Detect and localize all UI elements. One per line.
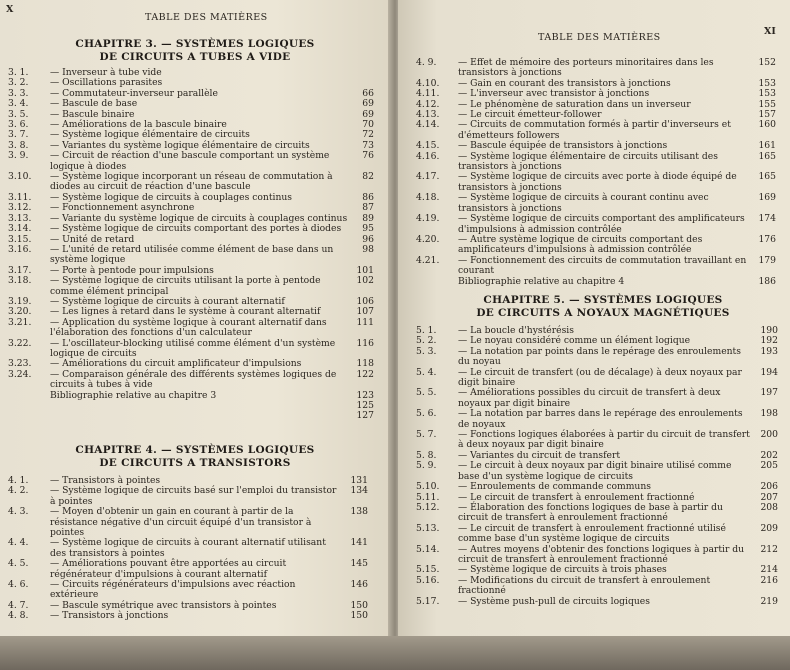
toc-entry-page: 165	[758, 150, 776, 162]
toc-entry-page: 122	[356, 368, 374, 380]
toc-entry-title: — Bascule symétrique avec transistors à pointes	[50, 599, 277, 611]
toc-entry-number: 5. 5.	[416, 387, 437, 399]
toc-entry	[8, 172, 374, 193]
toc-entry-title: — Oscillations parasites	[50, 77, 163, 89]
toc-extra-page	[8, 411, 374, 421]
toc-entry-title: — Moyen d'obtenir un gain en courant à partir de la résistance négative d'un circuit équipé d'un transistor à pointes	[50, 506, 312, 539]
left-page	[0, 0, 392, 640]
toc-entry-number: 4.15.	[416, 140, 440, 152]
toc-entry-title: — Système logique de circuits à courant continu avec transistors à jonctions	[458, 192, 709, 214]
toc-entry-page: 111	[356, 316, 374, 328]
toc-entry-page: 82	[362, 171, 374, 183]
toc-entry-number: 4. 1.	[8, 475, 29, 486]
toc-entry-title: — Fonctions logiques élaborées à partir du circuit de transfert à deux noyaux par digit binaire	[458, 429, 750, 451]
toc-entry-page: 179	[758, 254, 776, 266]
toc-entry-title: — Variante du système logique de circuits à couplages continus	[50, 212, 348, 224]
toc-entry-page: 202	[760, 449, 778, 461]
toc-entry	[416, 347, 778, 368]
toc-entry	[416, 388, 778, 409]
toc-entry-title: — Circuit de réaction d'une bascule comportant un système logique à diodes	[50, 150, 330, 172]
toc-entry-title: — Inverseur à tube vide	[50, 67, 162, 78]
toc-entry-number: 5. 3.	[416, 345, 437, 357]
toc-entry-title: — Système logique de circuits utilisant la porte à pentode comme élément principal	[50, 275, 321, 297]
toc-entry-number: 5. 6.	[416, 408, 437, 420]
toc-entry-page: 131	[350, 475, 368, 486]
toc-entry-title: — Améliorations de la bascule binaire	[50, 119, 227, 131]
toc-entry-page: 200	[760, 429, 778, 441]
toc-entry-number: 5.10.	[416, 481, 440, 493]
toc-entry-page: 219	[760, 595, 778, 607]
toc-entry-title: — Système logique incorporant un réseau de commutation à diodes au circuit de réaction d'une bascule	[50, 171, 333, 193]
chapter5-title-line2: DE CIRCUITS A NOYAUX MAGNÉTIQUES	[476, 307, 730, 319]
toc-entry-number: 3.13.	[8, 212, 32, 224]
toc-entry	[8, 245, 374, 266]
toc-entry-title: — Fonctionnement des circuits de commutation travaillant en courant	[458, 254, 747, 277]
toc-entry-title: — Transistors à pointes	[50, 475, 161, 486]
left-running-title: TABLE DES MATIÈRES	[145, 12, 268, 23]
toc-entry-page: 86	[362, 191, 374, 203]
toc-entry	[416, 214, 776, 235]
toc-entry	[8, 391, 374, 401]
toc-entry-page: 150	[350, 610, 368, 622]
toc-entry	[416, 368, 778, 389]
toc-entry-page: 198	[760, 408, 778, 420]
toc-entry-number: 3.17.	[8, 264, 32, 276]
toc-entry-number: 5.11.	[416, 491, 440, 503]
toc-entry	[8, 224, 374, 234]
toc-entry-number: 3.16.	[8, 243, 32, 255]
toc-entry-page: 152	[758, 57, 776, 68]
toc-entry-page: 214	[760, 564, 778, 576]
toc-entry-page: 208	[760, 501, 778, 513]
toc-entry-title: — Modifications du circuit de transfert à enroulement fractionné	[458, 574, 711, 597]
toc-entry-number: 5. 7.	[416, 429, 437, 441]
toc-entry-number: 4. 6.	[8, 579, 29, 591]
toc-entry-page: 87	[362, 202, 374, 214]
toc-entry-page: 118	[356, 358, 374, 370]
toc-entry	[8, 276, 374, 297]
toc-entry-page: 176	[758, 233, 776, 245]
toc-extra-page	[8, 401, 374, 411]
toc-entry-number: 3.10.	[8, 171, 32, 183]
toc-entry-number: 5.13.	[416, 522, 440, 534]
toc-entry-title: — Système logique de circuits à courant alternatif utilisant des transistors à pointes	[50, 537, 326, 559]
toc-entry-page: 190	[760, 325, 778, 336]
toc-entry-page: 165	[758, 171, 776, 183]
chapter4-toc	[8, 476, 368, 622]
toc-entry-title: — Enroulements de commande communs	[458, 481, 651, 493]
chapter3-title-line2: DE CIRCUITS A TUBES A VIDE	[99, 51, 291, 63]
toc-entry	[416, 524, 778, 545]
toc-entry	[416, 235, 776, 256]
toc-entry-title: — La notation par points dans le repérage des enroulements du noyau	[458, 345, 741, 368]
toc-entry-number: 3.19.	[8, 295, 32, 307]
chapter4-title-line2: DE CIRCUITS A TRANSISTORS	[99, 457, 291, 469]
chapter4-cont-toc	[416, 58, 776, 287]
toc-entry	[8, 486, 368, 507]
toc-entry-number: 3.23.	[8, 358, 32, 370]
toc-entry-number: 4. 5.	[8, 558, 29, 570]
toc-entry-number: 3. 4.	[8, 98, 29, 110]
toc-entry-page: 123	[356, 389, 374, 401]
toc-entry-number: 3.14.	[8, 223, 32, 235]
chapter5-title-line1: CHAPITRE 5. — SYSTÈMES LOGIQUES	[483, 294, 723, 306]
toc-entry-number: 4.18.	[416, 192, 440, 204]
toc-entry-number: 3. 6.	[8, 119, 29, 131]
toc-entry-title: — Le circuit de transfert à enroulement fractionné	[458, 491, 695, 503]
toc-entry-page: 127	[356, 410, 374, 422]
toc-entry	[416, 120, 776, 141]
toc-entry-number: 3. 9.	[8, 150, 29, 162]
chapter4-title-line1: CHAPITRE 4. — SYSTÈMES LOGIQUES	[75, 444, 315, 456]
toc-entry-page: 197	[760, 387, 778, 399]
toc-entry-page: 193	[760, 345, 778, 357]
toc-entry-number: 4.14.	[416, 119, 440, 131]
toc-entry	[8, 151, 374, 172]
toc-entry-page: 157	[758, 109, 776, 121]
toc-entry-page: 106	[356, 295, 374, 307]
toc-entry-page: 207	[760, 491, 778, 503]
toc-entry	[416, 597, 778, 607]
toc-entry-number: 4.21.	[416, 254, 440, 266]
toc-entry-page: 209	[760, 522, 778, 534]
toc-entry-number: 3.24.	[8, 368, 32, 380]
toc-entry	[416, 58, 776, 79]
toc-entry-title: — Autre système logique de circuits comportant des amplificateurs d'impulsions à admission contrôlée	[458, 233, 703, 256]
toc-entry-title: Bibliographie relative au chapitre 4	[458, 275, 625, 287]
toc-entry-title: — Améliorations du circuit amplificateur d'impulsions	[50, 358, 302, 370]
toc-entry-title: — Fonctionnement asynchrone	[50, 202, 195, 214]
toc-entry-number: 5.12.	[416, 501, 440, 513]
toc-entry	[416, 503, 778, 524]
toc-entry-title: — Le noyau considéré comme un élément logique	[458, 335, 691, 347]
toc-entry-page: 125	[356, 400, 374, 411]
toc-entry-number: 5.17.	[416, 595, 440, 607]
toc-entry-number: 4.11.	[416, 88, 440, 100]
toc-entry	[416, 430, 778, 451]
toc-entry-number: 5.15.	[416, 564, 440, 576]
toc-entry-page: 116	[356, 337, 374, 349]
toc-entry-page: 76	[362, 150, 374, 162]
toc-entry-number: 5.14.	[416, 543, 440, 555]
toc-entry-number: 5.16.	[416, 574, 440, 586]
toc-entry-number: 3.18.	[8, 275, 32, 287]
toc-entry-title: — La notation par barres dans le repérage des enroulements de noyaux	[458, 408, 743, 430]
toc-entry-title: — L'oscillateur-blocking utilisé comme élément d'un système logique de circuits	[50, 337, 336, 359]
toc-entry-page: 69	[362, 108, 374, 120]
toc-entry-number: 4.17.	[416, 171, 440, 183]
toc-entry-page: 212	[760, 543, 778, 555]
toc-entry-number: 4. 2.	[8, 485, 29, 497]
toc-entry	[8, 339, 374, 360]
toc-entry-title: — Système logique de circuits basé sur l'emploi du transistor à pointes	[50, 485, 337, 507]
toc-entry-number: 4. 8.	[8, 610, 29, 622]
toc-entry-number: 3.21.	[8, 316, 32, 328]
toc-entry-title: — Système logique de circuits à courant alternatif	[50, 295, 285, 307]
toc-entry-page: 70	[362, 119, 374, 131]
toc-entry-number: 3. 3.	[8, 87, 29, 99]
chapter3-title-line1: CHAPITRE 3. — SYSTÈMES LOGIQUES	[75, 38, 315, 50]
toc-entry-number: 3. 2.	[8, 77, 29, 89]
toc-entry-number: 3. 5.	[8, 108, 29, 120]
toc-entry-title: — Gain en courant des transistors à jonctions	[458, 77, 671, 89]
toc-entry	[8, 507, 368, 538]
toc-entry-number: 3.15.	[8, 233, 32, 245]
toc-entry	[416, 482, 778, 492]
toc-entry-page: 161	[758, 140, 776, 152]
toc-entry-page: 72	[362, 129, 374, 141]
toc-entry-page: 96	[362, 233, 374, 245]
toc-entry-number: 4.19.	[416, 213, 440, 225]
toc-entry	[8, 318, 374, 339]
toc-entry	[416, 256, 776, 277]
toc-entry	[416, 576, 778, 597]
toc-entry-page: 146	[350, 579, 368, 591]
toc-entry-page: 98	[362, 243, 374, 255]
toc-entry-page: 155	[758, 98, 776, 110]
toc-entry-number: 3. 1.	[8, 67, 29, 78]
toc-entry	[416, 409, 778, 430]
toc-entry-page: 174	[758, 213, 776, 225]
toc-entry-page: 95	[362, 223, 374, 235]
toc-entry-number: 4.13.	[416, 109, 440, 121]
chapter3-title	[60, 38, 330, 64]
toc-entry-page: 66	[362, 87, 374, 99]
toc-entry	[416, 545, 778, 566]
page-bottom-shadow	[0, 636, 790, 670]
toc-entry-page: 69	[362, 98, 374, 110]
toc-entry	[416, 461, 778, 482]
toc-entry-page: 102	[356, 275, 374, 287]
toc-entry-page: 138	[350, 506, 368, 518]
toc-entry-number: 3.20.	[8, 306, 32, 318]
toc-entry-number: 3.22.	[8, 337, 32, 349]
toc-entry-page: 186	[758, 275, 776, 287]
toc-entry-title: — Variantes du circuit de transfert	[458, 449, 621, 461]
toc-entry-page: 89	[362, 212, 374, 224]
toc-entry-page: 169	[758, 192, 776, 204]
toc-entry	[8, 538, 368, 559]
toc-entry-page: 205	[760, 460, 778, 472]
toc-entry-title: — Application du système logique à courant alternatif dans l'élaboration des fonctions d'un calculateur	[50, 316, 327, 339]
chapter5-title	[468, 294, 738, 320]
toc-entry	[8, 370, 374, 391]
toc-entry-page: 134	[350, 485, 368, 497]
toc-entry	[8, 611, 368, 621]
toc-entry-title: — Bascule équipée de transistors à jonctions	[458, 140, 668, 152]
toc-entry-title: — Élaboration des fonctions logiques de base à partir du circuit de transfert à enroulement fractionné	[458, 501, 723, 524]
toc-entry-title: — L'unité de retard utilisée comme élément de base dans un système logique	[50, 243, 334, 266]
toc-entry-title: — Circuits régénérateurs d'impulsions avec réaction extérieure	[50, 579, 296, 601]
toc-entry-number: 3. 7.	[8, 129, 29, 141]
toc-entry-number: 4. 4.	[8, 537, 29, 549]
toc-entry-title: — Porte à pentode pour impulsions	[50, 264, 214, 276]
toc-entry-title: — Effet de mémoire des porteurs minoritaires dans les transistors à jonctions	[458, 57, 714, 79]
left-page-number: X	[6, 4, 14, 15]
toc-entry-title: — Unité de retard	[50, 233, 135, 245]
toc-entry-title: — Bascule de base	[50, 98, 138, 110]
toc-entry	[416, 277, 776, 287]
toc-entry-title: — Commutateur-inverseur parallèle	[50, 87, 218, 99]
toc-entry-title: — Système logique de circuits comportant des portes à diodes	[50, 223, 342, 235]
toc-entry-number: 3. 8.	[8, 139, 29, 151]
toc-entry-number: 4.16.	[416, 150, 440, 162]
toc-entry-page: 107	[356, 306, 374, 318]
toc-entry-title: — Transistors à jonctions	[50, 610, 169, 622]
toc-entry-page: 194	[760, 366, 778, 378]
toc-entry-title: — Système logique de circuits comportant des amplificateurs d'impulsions à admission contrôlée	[458, 213, 745, 235]
toc-entry-title: — Comparaison générale des différents systèmes logiques de circuits à tubes à vide	[50, 368, 337, 391]
chapter5-toc	[416, 326, 778, 607]
toc-entry-title: — Autres moyens d'obtenir des fonctions logiques à partir du circuit de transfert à enroulement fractionné	[458, 543, 745, 565]
toc-entry-title: — Les lignes à retard dans le système à courant alternatif	[50, 306, 321, 318]
toc-entry-title: Bibliographie relative au chapitre 3	[50, 389, 217, 401]
toc-entry-title: — Le circuit de transfert à enroulement fractionné utilisé comme base d'un système logique de circuits	[458, 522, 726, 545]
toc-entry-page: 150	[350, 599, 368, 611]
toc-entry	[416, 193, 776, 214]
toc-entry-page: 153	[758, 88, 776, 100]
toc-entry-title: — Le circuit à deux noyaux par digit binaire utilisé comme base d'un système logique de circuits	[458, 460, 732, 482]
toc-entry-title: — Améliorations pouvant être apportées au circuit régénérateur d'impulsions à courant alternatif	[50, 558, 287, 580]
toc-entry-page: 145	[350, 558, 368, 570]
toc-entry-page: 206	[760, 481, 778, 493]
toc-entry-title: — Système push-pull de circuits logiques	[458, 595, 650, 607]
toc-entry	[416, 152, 776, 173]
toc-entry-title: — Système logique élémentaire de circuits utilisant des transistors à jonctions	[458, 150, 718, 173]
toc-entry-number: 4.10.	[416, 77, 440, 89]
toc-entry-title: — La boucle d'hystérésis	[458, 325, 574, 336]
toc-entry-title: — Le circuit émetteur-follower	[458, 109, 602, 121]
toc-entry-title: — Améliorations possibles du circuit de transfert à deux noyaux par digit binaire	[458, 387, 721, 409]
toc-entry	[8, 559, 368, 580]
toc-entry-title: — Bascule binaire	[50, 108, 135, 120]
toc-entry-page: 160	[758, 119, 776, 131]
toc-entry-number: 5. 9.	[416, 460, 437, 472]
toc-entry-page: 73	[362, 139, 374, 151]
toc-entry	[416, 172, 776, 193]
toc-entry-number: 4.12.	[416, 98, 440, 110]
toc-entry-title: — Le circuit de transfert (ou de décalage) à deux noyaux par digit binaire	[458, 366, 742, 389]
toc-entry-number: 4. 7.	[8, 599, 29, 611]
right-running-title: TABLE DES MATIÈRES	[538, 32, 661, 43]
toc-entry-number: 5. 4.	[416, 366, 437, 378]
toc-entry-title: — Système logique de circuits avec porte à diode équipé de transistors à jonctions	[458, 171, 737, 193]
toc-entry-number: 4. 3.	[8, 506, 29, 518]
right-page	[398, 0, 790, 640]
toc-entry	[8, 580, 368, 601]
chapter3-toc	[8, 68, 374, 422]
toc-entry-number: 3.11.	[8, 191, 32, 203]
toc-entry-page: 153	[758, 77, 776, 89]
toc-entry-title: — Système logique élémentaire de circuits	[50, 129, 250, 141]
toc-entry-title: — Circuits de commutation formés à partir d'inverseurs et d'émetteurs followers	[458, 119, 731, 141]
toc-entry-page: 101	[356, 264, 374, 276]
chapter4-title	[60, 444, 330, 470]
toc-entry-title: — Système logique de circuits à couplages continus	[50, 191, 293, 203]
toc-entry-title: — Système logique de circuits à trois phases	[458, 564, 667, 576]
toc-entry-number: 5. 2.	[416, 335, 437, 347]
toc-entry-title: — Le phénomène de saturation dans un inverseur	[458, 98, 691, 110]
right-page-number: XI	[764, 26, 776, 37]
toc-entry-number: 4.20.	[416, 233, 440, 245]
toc-entry-number: 5. 8.	[416, 449, 437, 461]
toc-entry-page: 216	[760, 574, 778, 586]
toc-entry-title: — L'inverseur avec transistor à jonctions	[458, 88, 650, 100]
toc-entry-number: 4. 9.	[416, 57, 437, 68]
toc-entry-page: 141	[350, 537, 368, 549]
toc-entry-number: 3.12.	[8, 202, 32, 214]
toc-entry-number: 5. 1.	[416, 325, 437, 336]
toc-entry-page: 192	[760, 335, 778, 347]
toc-entry-title: — Variantes du système logique élémentaire de circuits	[50, 139, 310, 151]
